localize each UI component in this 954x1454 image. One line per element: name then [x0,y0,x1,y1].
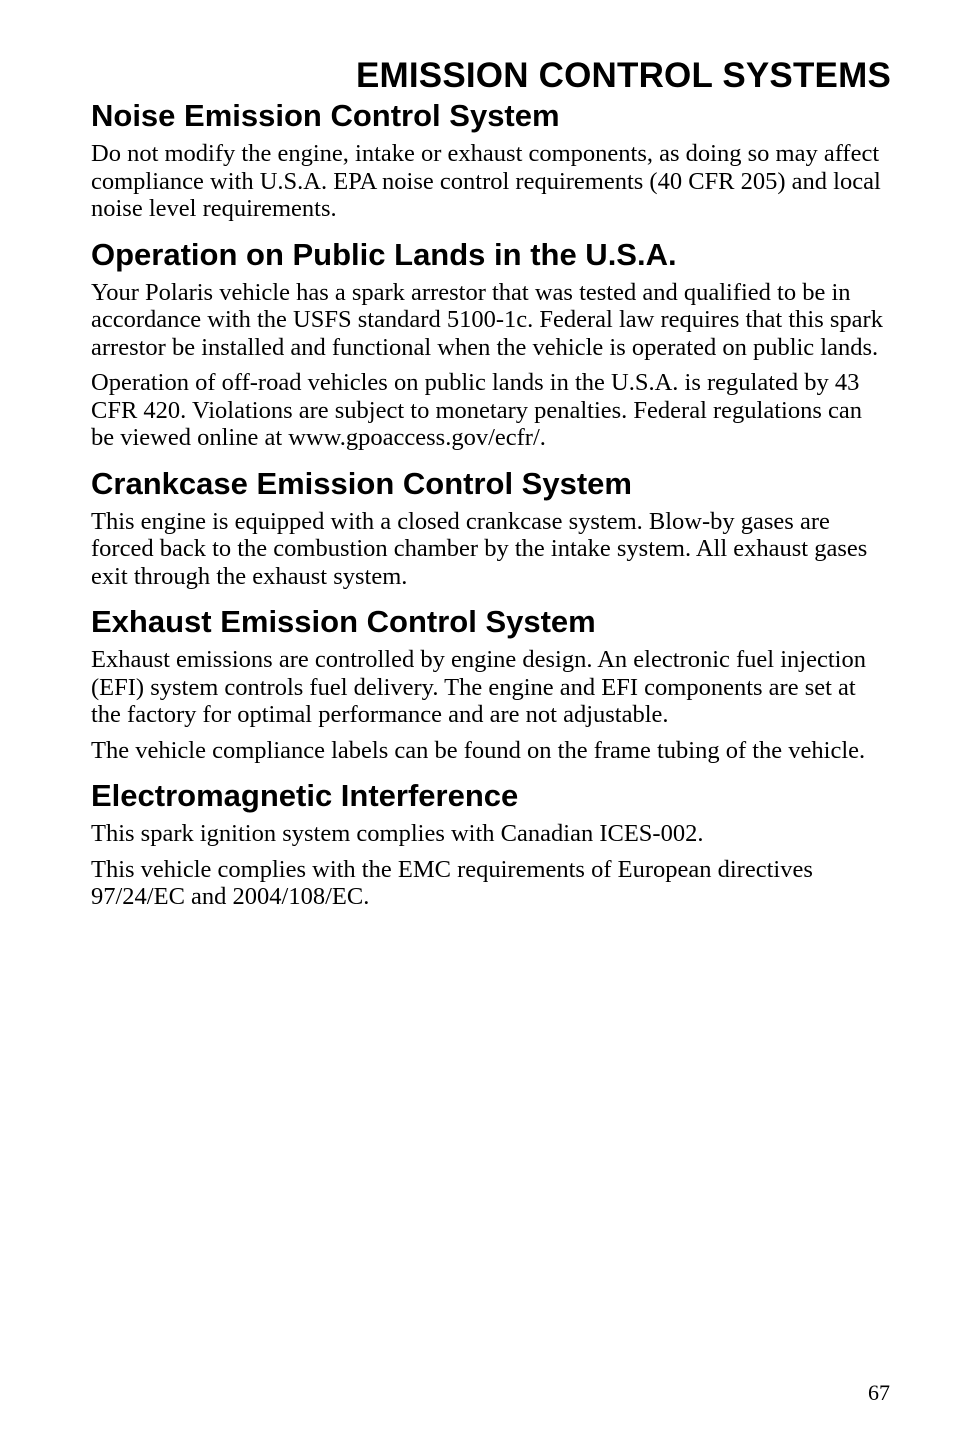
section-noise-emission [91,98,891,223]
section-heading: Crankcase Emission Control System [91,465,632,501]
page-number: 67 [868,1380,890,1405]
section-heading: Operation on Public Lands in the U.S.A. [91,236,677,272]
section-heading: Exhaust Emission Control System [91,604,596,639]
paragraph: This spark ignition system complies with Canadian ICES-002. [91,820,704,847]
section-heading: Noise Emission Control System [91,98,560,133]
paragraph: The vehicle compliance labels can be found on the frame tubing of the vehicle. [91,736,866,764]
section-crankcase-emission [91,466,891,591]
paragraph: This engine is equipped with a closed crankcase system. Blow-by gases are forced back to the combustion chamber by the intake system. All exhaust gases exit through the exhaust system. [91,507,868,590]
page-content [91,56,891,925]
section-public-lands [91,237,891,452]
paragraph: Operation of off-road vehicles on public lands in the U.S.A. is regulated by 43 CFR 420. Violations are subject to monetary penalties. Federal regulations can be viewed online at www.gpoaccess.gov/ecfr/. [91,369,863,451]
paragraph: Do not modify the engine, intake or exhaust components, as doing so may affect compliance with U.S.A. EPA noise control requirements (40 CFR 205) and local noise level requirements. [91,140,881,222]
chapter-title: EMISSION CONTROL SYSTEMS [355,56,891,95]
paragraph: This vehicle complies with the EMC requirements of European directives 97/24/EC and 2004/108/EC. [91,855,813,910]
paragraph: Your Polaris vehicle has a spark arrestor that was tested and qualified to be in accordance with the USFS standard 5100-1c. Federal law requires that this spark arrestor be installed and functional when the vehicle is operated on public lands. [91,278,883,361]
section-exhaust-emission [91,604,891,764]
section-heading: Electromagnetic Interference [91,778,519,813]
paragraph: Exhaust emissions are controlled by engine design. An electronic fuel injection (EFI) system controls fuel delivery. The engine and EFI components are set at the factory for optimal performance and are not adjustable. [91,646,866,728]
section-electromagnetic-interference [91,778,891,911]
